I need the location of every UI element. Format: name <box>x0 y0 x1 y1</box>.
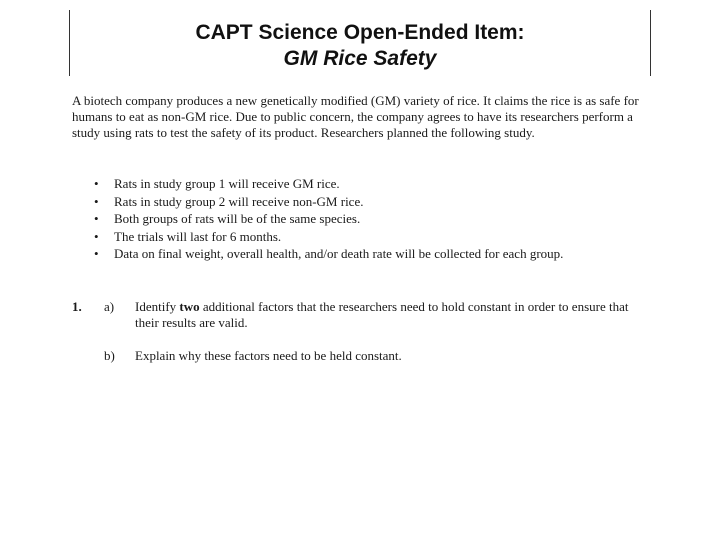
bullet-icon: • <box>94 193 99 209</box>
question-text-start: Identify <box>135 299 180 314</box>
list-item-text: Rats in study group 2 will receive non-GM rice. <box>114 193 364 209</box>
question-part-b-text: Explain why these factors need to be held constant. <box>135 348 402 363</box>
page-subtitle: GM Rice Safety <box>283 47 437 70</box>
bullet-icon: • <box>94 176 99 191</box>
title-box <box>69 10 651 76</box>
question-part-letter: b) <box>104 348 115 363</box>
bullet-icon: • <box>94 246 99 261</box>
bullet-icon: • <box>94 228 99 244</box>
intro-paragraph: A biotech company produces a new genetically modified (GM) variety of rice. It claims the rice is as safe for humans to eat as non-GM rice. Due to public concern, the company agrees to have its researchers perform a study using rats to test the safety of its product. Researchers planned the following study. <box>72 93 639 140</box>
list-item-text: Data on final weight, overall health, and/or death rate will be collected for each group. <box>114 246 564 261</box>
question-text-end: additional factors that the researchers need to hold constant in order to ensure that their results are valid. <box>135 299 629 330</box>
list-item <box>72 229 632 247</box>
study-plan-list <box>72 176 632 264</box>
list-item <box>72 211 632 229</box>
list-item-text: The trials will last for 6 months. <box>114 228 282 244</box>
list-item-text: Both groups of rats will be of the same species. <box>114 211 361 226</box>
question-text-emphasis: two <box>179 299 200 314</box>
list-item-text: Rats in study group 1 will receive GM rice. <box>114 176 340 191</box>
list-item <box>72 176 632 194</box>
question-part-a-text <box>135 299 640 331</box>
page-title: CAPT Science Open-Ended Item: <box>195 21 525 44</box>
list-item <box>72 194 632 212</box>
list-item <box>72 246 632 264</box>
bullet-icon: • <box>94 211 99 226</box>
question-number: 1. <box>72 299 82 314</box>
question-part-letter: a) <box>104 299 115 314</box>
